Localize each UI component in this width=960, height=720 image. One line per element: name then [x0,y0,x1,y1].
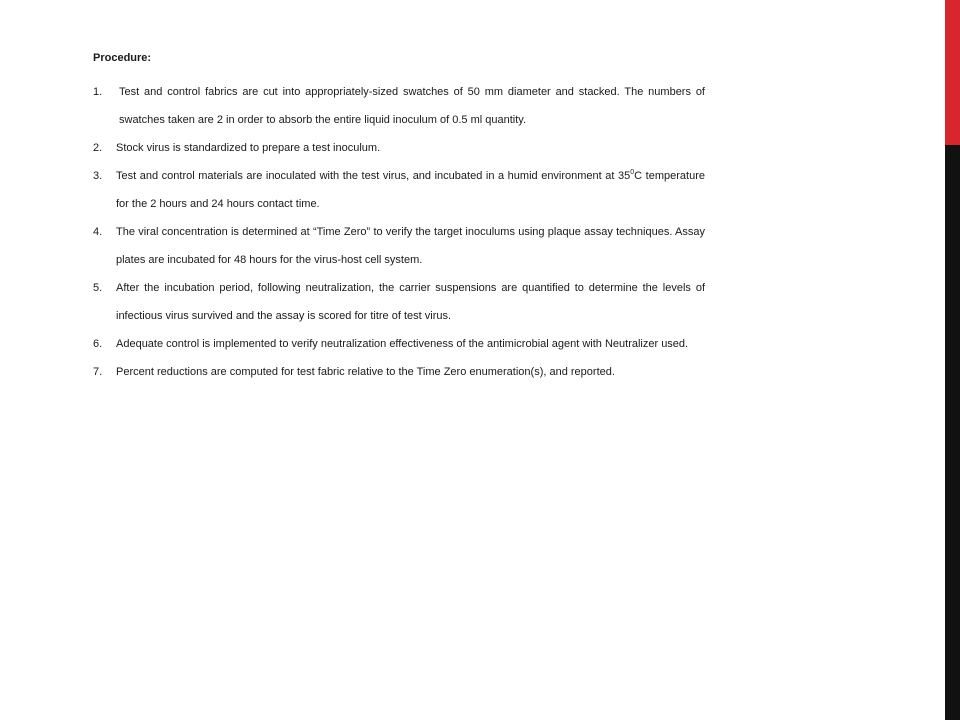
procedure-step [93,274,705,330]
procedure-step [93,218,705,274]
step-text-after: C temperature for the 2 hours and 24 hours contact time. [116,170,705,210]
step-number: 4. [93,226,103,238]
step-number: 1. [93,86,103,98]
step-number: 2. [93,142,103,154]
step-number: 3. [93,170,103,182]
step-text: After the incubation period, following neutralization, the carrier suspensions are quantified to determine the levels of infectious virus survived and the assay is scored for titre of test virus. [116,282,705,322]
step-text: Percent reductions are computed for test fabric relative to the Time Zero enumeration(s), and reported. [116,366,615,378]
procedure-step [93,330,705,358]
procedure-heading: Procedure: [93,52,152,64]
step-number: 6. [93,338,103,350]
step-text: Stock virus is standardized to prepare a test inoculum. [116,142,381,154]
step-text: The viral concentration is determined at “Time Zero” to verify the target inoculums using plaque assay techniques. Assay plates are incubated for 48 hours for the virus-host cell system. [116,226,705,266]
step-number: 7. [93,366,103,378]
procedure-step [93,358,705,386]
procedure-section [93,52,705,386]
step-text: Adequate control is implemented to verify neutralization effectiveness of the antimicrobial agent with Neutralizer used. [116,338,689,350]
step-number: 5. [93,282,103,294]
right-accent-red-block [945,0,960,145]
step-text [116,162,705,218]
step-text-before: Test and control materials are inoculated with the test virus, and incubated in a humid environment at 35 [116,170,631,182]
procedure-step [93,162,705,218]
step-text: Test and control fabrics are cut into appropriately-sized swatches of 50 mm diameter and stacked. The numbers of swatches taken are 2 in order to absorb the entire liquid inoculum of 0.5 ml quantity. [119,86,705,126]
procedure-step [93,78,705,134]
degree-superscript: 0 [630,169,635,176]
procedure-step [93,134,705,162]
